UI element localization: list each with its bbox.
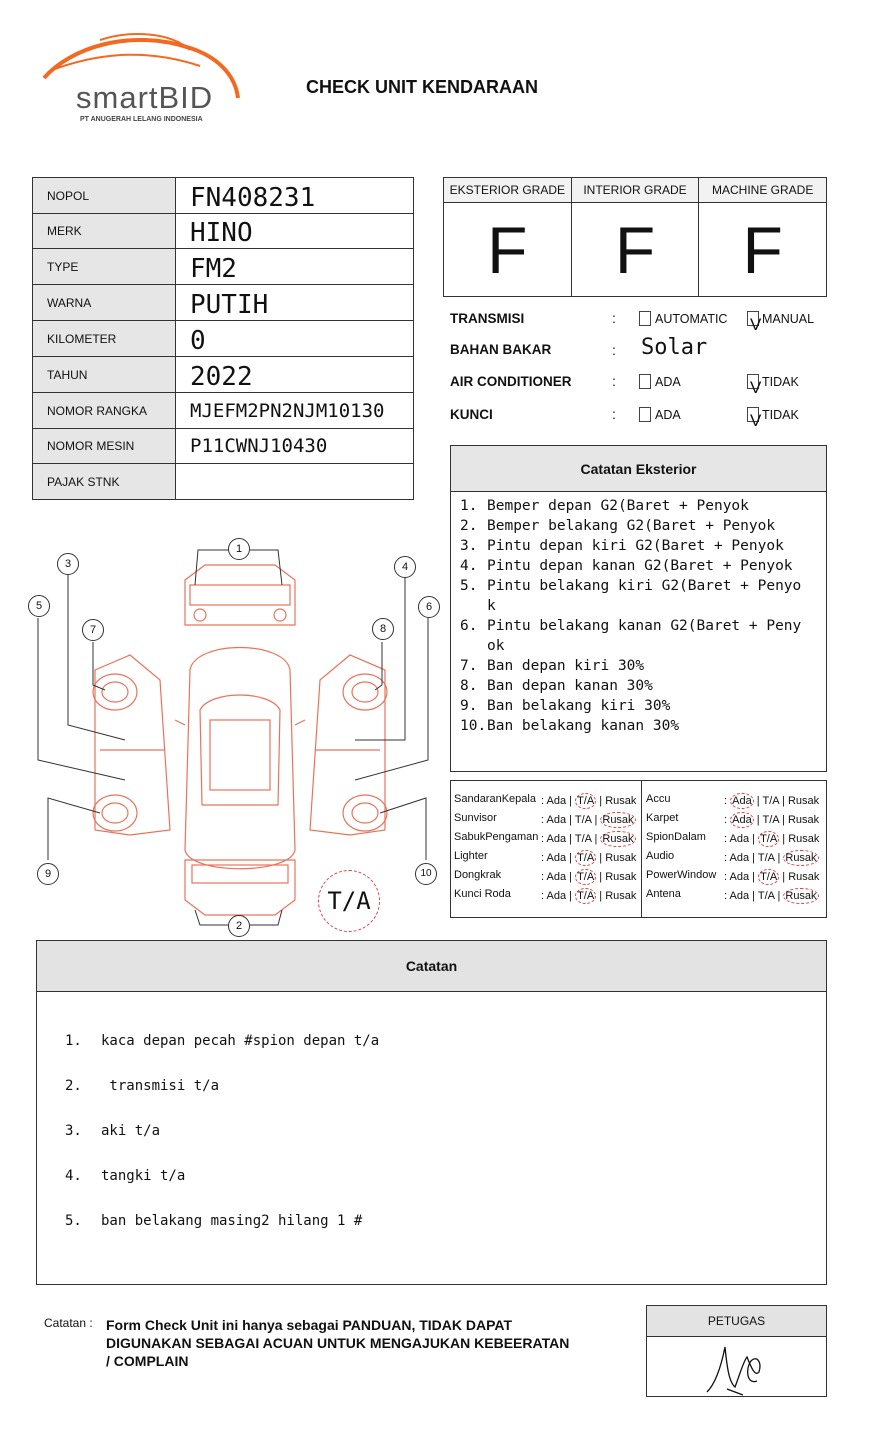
catatan-panel [36, 940, 827, 1285]
manual-option: MANUAL [762, 312, 815, 326]
accessory-options [724, 793, 819, 809]
list-item [460, 556, 826, 576]
car-outline-icon [20, 530, 445, 940]
pajak-stnk-value [176, 464, 414, 500]
automatic-checkbox[interactable] [639, 311, 651, 326]
smartbid-logo [40, 28, 250, 133]
accessory-option[interactable]: Rusak [788, 871, 820, 883]
accessory-name: Accu [646, 793, 671, 805]
option-separator: | [753, 814, 763, 826]
bahan-bakar-value: Solar [641, 335, 708, 360]
table-row [33, 285, 414, 321]
accessory-name: Sunvisor [454, 812, 497, 824]
ac-ada-option: ADA [655, 375, 681, 389]
accessory-colon: : [541, 814, 547, 826]
kunci-tidak-option: TIDAK [762, 408, 799, 422]
kunci-tidak-checkmark: V [750, 411, 762, 430]
option-separator: | [749, 833, 759, 845]
nopol-label: NOPOL [33, 178, 176, 214]
option-separator: | [749, 871, 759, 883]
accessory-option[interactable]: T/A [760, 871, 778, 883]
accessory-option[interactable]: T/A [762, 814, 779, 826]
item-text: Bemper belakang G2(Baret + Penyok [487, 518, 776, 534]
kunci-ada-checkbox[interactable] [639, 407, 651, 422]
accessories-panel [450, 780, 827, 918]
accessory-option[interactable]: Ada [546, 890, 567, 902]
item-number: 9. [460, 698, 478, 714]
accessory-option[interactable]: Ada [732, 795, 752, 807]
bahan-bakar-colon: : [612, 342, 616, 358]
accessory-options [541, 812, 636, 828]
item-text: Bemper depan G2(Baret + Penyok [487, 498, 749, 514]
accessory-options [724, 869, 819, 885]
option-separator: | [596, 871, 606, 883]
type-label: TYPE [33, 249, 176, 285]
accessory-option[interactable]: T/A [574, 833, 592, 845]
item-text: Ban belakang kanan 30% [487, 718, 680, 734]
item-number: 5. [460, 578, 478, 594]
petugas-label: PETUGAS [647, 1306, 826, 1337]
automatic-option: AUTOMATIC [655, 312, 728, 326]
accessory-option[interactable]: T/A [757, 852, 775, 864]
exterior-grade-value: F [487, 212, 528, 287]
option-separator: | [566, 871, 576, 883]
accessory-option[interactable]: Rusak [785, 890, 817, 902]
accessory-name: Audio [646, 850, 675, 862]
item-number: 8. [460, 678, 478, 694]
list-item [65, 1169, 826, 1184]
item-number: 1. [65, 1033, 82, 1049]
table-row [33, 429, 414, 464]
list-item [65, 1034, 826, 1049]
list-item [460, 616, 826, 656]
transmisi-colon: : [612, 310, 616, 326]
item-number: 6. [460, 618, 478, 634]
footer-disclaimer: Form Check Unit ini hanya sebagai PANDUAN, TIDAK DAPAT DIGUNAKAN SEBAGAI ACUAN UNTUK MENGAJUKAN KEBEERATAN / COMPLAIN [106, 1317, 570, 1369]
tahun-label: TAHUN [33, 357, 176, 393]
nomor-rangka-label: NOMOR RANGKA [33, 393, 176, 429]
accessory-option[interactable]: Rusak [602, 814, 634, 826]
accessories-divider [641, 781, 642, 917]
item-text: tangki t/a [101, 1168, 186, 1184]
signature-icon [647, 1337, 828, 1397]
option-separator: | [774, 890, 784, 902]
item-text: Ban belakang kiri 30% [487, 698, 671, 714]
marker-5: 5 [28, 595, 50, 617]
exterior-notes-list [451, 496, 826, 736]
accessory-colon: : [541, 833, 547, 845]
accessory-option[interactable]: Ada [546, 795, 567, 807]
option-separator: | [566, 852, 576, 864]
accessory-options [541, 850, 636, 866]
accessory-option[interactable]: Ada [729, 890, 750, 902]
item-number: 4. [460, 558, 478, 574]
exterior-notes-title: Catatan Eksterior [451, 446, 826, 492]
kunci-colon: : [612, 406, 616, 422]
exterior-grade-label: EKSTERIOR GRADE [444, 178, 571, 203]
marker-1: 1 [228, 538, 250, 560]
logo-wordmark: smartBID [76, 80, 214, 115]
machine-grade-value: F [742, 212, 783, 287]
table-row [33, 178, 414, 214]
accessory-option[interactable]: Rusak [605, 852, 637, 864]
table-row [33, 249, 414, 285]
kilometer-label: KILOMETER [33, 321, 176, 357]
accessory-options [724, 888, 819, 904]
marker-3: 3 [57, 553, 79, 575]
accessory-option[interactable]: T/A [757, 890, 775, 902]
item-number: 2. [65, 1078, 82, 1094]
option-separator: | [596, 890, 606, 902]
accessory-colon: : [541, 871, 547, 883]
nomor-mesin-value: P11CWNJ10430 [176, 429, 414, 464]
ac-tidak-checkmark: V [750, 378, 762, 397]
manual-checkmark: V [750, 315, 762, 334]
item-number: 1. [460, 498, 478, 514]
nomor-mesin-label: NOMOR MESIN [33, 429, 176, 464]
exterior-notes-panel [450, 445, 827, 772]
accessory-options [724, 850, 819, 866]
accessory-option[interactable]: Rusak [605, 795, 637, 807]
accessory-option[interactable]: Rusak [602, 833, 634, 845]
item-text: kaca depan pecah #spion depan t/a [101, 1033, 380, 1049]
accessory-colon: : [724, 795, 731, 807]
grade-panel [443, 177, 827, 297]
accessory-option[interactable]: Rusak [605, 871, 637, 883]
option-separator: | [749, 890, 758, 902]
tahun-value: 2022 [176, 357, 414, 393]
option-separator: | [566, 833, 575, 845]
table-row [33, 357, 414, 393]
list-item [65, 1214, 826, 1229]
item-number: 5. [65, 1213, 82, 1229]
list-item [460, 576, 826, 616]
option-separator: | [749, 852, 758, 864]
accessory-name: Dongkrak [454, 869, 502, 881]
accessory-name: Kunci Roda [454, 888, 511, 900]
marker-8: 8 [372, 618, 394, 640]
logo-company: PT ANUGERAH LELANG INDONESIA [80, 116, 203, 123]
list-item [460, 676, 826, 696]
option-separator: | [596, 852, 606, 864]
marker-9: 9 [37, 863, 59, 885]
item-text: transmisi t/a [101, 1078, 220, 1094]
item-text: aki t/a [101, 1123, 161, 1139]
accessory-colon: : [724, 890, 730, 902]
accessory-option[interactable]: T/A [574, 814, 592, 826]
accessory-name: PowerWindow [646, 869, 717, 881]
bahan-bakar-label: BAHAN BAKAR [450, 342, 552, 357]
machine-grade [699, 178, 826, 296]
option-separator: | [596, 795, 606, 807]
table-row [33, 214, 414, 249]
item-number: 7. [460, 658, 478, 674]
list-item [460, 716, 826, 736]
option-separator: | [753, 795, 763, 807]
item-number: 3. [65, 1123, 82, 1139]
option-separator: | [779, 833, 789, 845]
item-text: Pintu depan kiri G2(Baret + Penyok [487, 538, 784, 554]
list-item [460, 496, 826, 516]
interior-grade-label: INTERIOR GRADE [572, 178, 699, 203]
ac-tidak-option: TIDAK [762, 375, 799, 389]
marker-2: 2 [228, 915, 250, 937]
accessory-option[interactable]: Ada [546, 814, 567, 826]
item-text: Ban depan kanan 30% [487, 678, 653, 694]
marker-4: 4 [394, 556, 416, 578]
accessory-option[interactable]: Ada [729, 833, 750, 845]
transmisi-label: TRANSMISI [450, 311, 525, 326]
accessory-name: Antena [646, 888, 681, 900]
accessory-option[interactable]: Rusak [785, 852, 817, 864]
exterior-grade [444, 178, 572, 296]
car-damage-diagram [20, 530, 445, 940]
list-item [65, 1124, 826, 1139]
accessory-option[interactable]: T/A [577, 871, 595, 883]
accessory-colon: : [724, 871, 730, 883]
accessory-options [541, 888, 636, 904]
machine-grade-label: MACHINE GRADE [699, 178, 826, 203]
accessory-colon: : [724, 852, 730, 864]
option-separator: | [779, 871, 789, 883]
catatan-list [65, 1004, 826, 1259]
warna-label: WARNA [33, 285, 176, 321]
footer-label: Catatan : [44, 1316, 93, 1330]
warna-value: PUTIH [176, 285, 414, 321]
list-item [65, 1079, 826, 1094]
kunci-label: KUNCI [450, 407, 493, 422]
accessory-option[interactable]: Ada [546, 852, 567, 864]
accessory-option[interactable]: Ada [546, 871, 567, 883]
accessory-colon: : [541, 795, 547, 807]
page-title: CHECK UNIT KENDARAAN [306, 77, 538, 97]
option-separator: | [591, 814, 601, 826]
accessory-option[interactable]: Ada [546, 833, 567, 845]
option-separator: | [566, 795, 576, 807]
list-item [460, 536, 826, 556]
accessory-option[interactable]: Rusak [605, 890, 637, 902]
accessory-name: SpionDalam [646, 831, 706, 843]
accessory-option[interactable]: T/A [762, 795, 779, 807]
table-row [33, 321, 414, 357]
merk-label: MERK [33, 214, 176, 249]
accessory-colon: : [541, 852, 547, 864]
item-text: Pintu depan kanan G2(Baret + Penyok [487, 558, 793, 574]
option-separator: | [566, 890, 576, 902]
vehicle-info-table [32, 177, 414, 500]
accessory-colon: : [724, 814, 731, 826]
accessory-options [541, 869, 636, 885]
item-number: 10. [460, 718, 487, 734]
marker-10: 10 [415, 863, 437, 885]
option-separator: | [591, 833, 601, 845]
pajak-stnk-label: PAJAK STNK [33, 464, 176, 500]
interior-grade-value: F [614, 212, 656, 287]
petugas-box [646, 1305, 827, 1397]
merk-value: HINO [176, 214, 414, 249]
accessory-name: Karpet [646, 812, 679, 824]
ac-ada-checkbox[interactable] [639, 374, 651, 389]
accessory-option[interactable]: Ada [732, 814, 752, 826]
accessory-option[interactable]: T/A [577, 852, 595, 864]
item-text: Pintu belakang kanan G2(Baret + Peny ok [487, 618, 802, 654]
kilometer-value: 0 [176, 321, 414, 357]
item-text: ban belakang masing2 hilang 1 # [101, 1213, 363, 1229]
marker-6: 6 [418, 596, 440, 618]
option-separator: | [779, 814, 788, 826]
option-separator: | [779, 795, 788, 807]
option-separator: | [566, 814, 575, 826]
list-item [460, 516, 826, 536]
item-number: 2. [460, 518, 478, 534]
item-number: 4. [65, 1168, 82, 1184]
table-row [33, 464, 414, 500]
accessory-options [541, 793, 636, 809]
accessory-options [724, 831, 819, 847]
accessory-option[interactable]: T/A [577, 795, 595, 807]
item-number: 3. [460, 538, 478, 554]
nopol-value: FN408231 [176, 178, 414, 214]
accessory-option[interactable]: T/A [760, 833, 778, 845]
item-text: Pintu belakang kiri G2(Baret + Penyo k [487, 578, 802, 614]
list-item [460, 696, 826, 716]
interior-grade [572, 178, 700, 296]
marker-7: 7 [82, 619, 104, 641]
ac-colon: : [612, 373, 616, 389]
kunci-ada-option: ADA [655, 408, 681, 422]
type-value: FM2 [176, 249, 414, 285]
accessory-option[interactable]: Ada [729, 871, 750, 883]
ac-label: AIR CONDITIONER [450, 374, 572, 389]
accessory-name: SandaranKepala [454, 793, 536, 805]
accessory-colon: : [541, 890, 547, 902]
list-item [460, 656, 826, 676]
nomor-rangka-value: MJEFM2PN2NJM10130 [176, 393, 414, 429]
accessory-options [541, 831, 636, 847]
ta-stamp: T/A [318, 870, 380, 932]
catatan-title: Catatan [37, 941, 826, 992]
table-row [33, 393, 414, 429]
accessory-option[interactable]: Rusak [787, 814, 820, 826]
option-separator: | [774, 852, 784, 864]
item-text: Ban depan kiri 30% [487, 658, 645, 674]
accessory-name: SabukPengaman [454, 831, 539, 843]
accessory-colon: : [724, 833, 730, 845]
accessory-option[interactable]: Rusak [788, 833, 820, 845]
accessory-option[interactable]: Rusak [787, 795, 820, 807]
accessory-option[interactable]: Ada [729, 852, 750, 864]
accessory-name: Lighter [454, 850, 488, 862]
accessory-options [724, 812, 819, 828]
accessory-option[interactable]: T/A [577, 890, 595, 902]
